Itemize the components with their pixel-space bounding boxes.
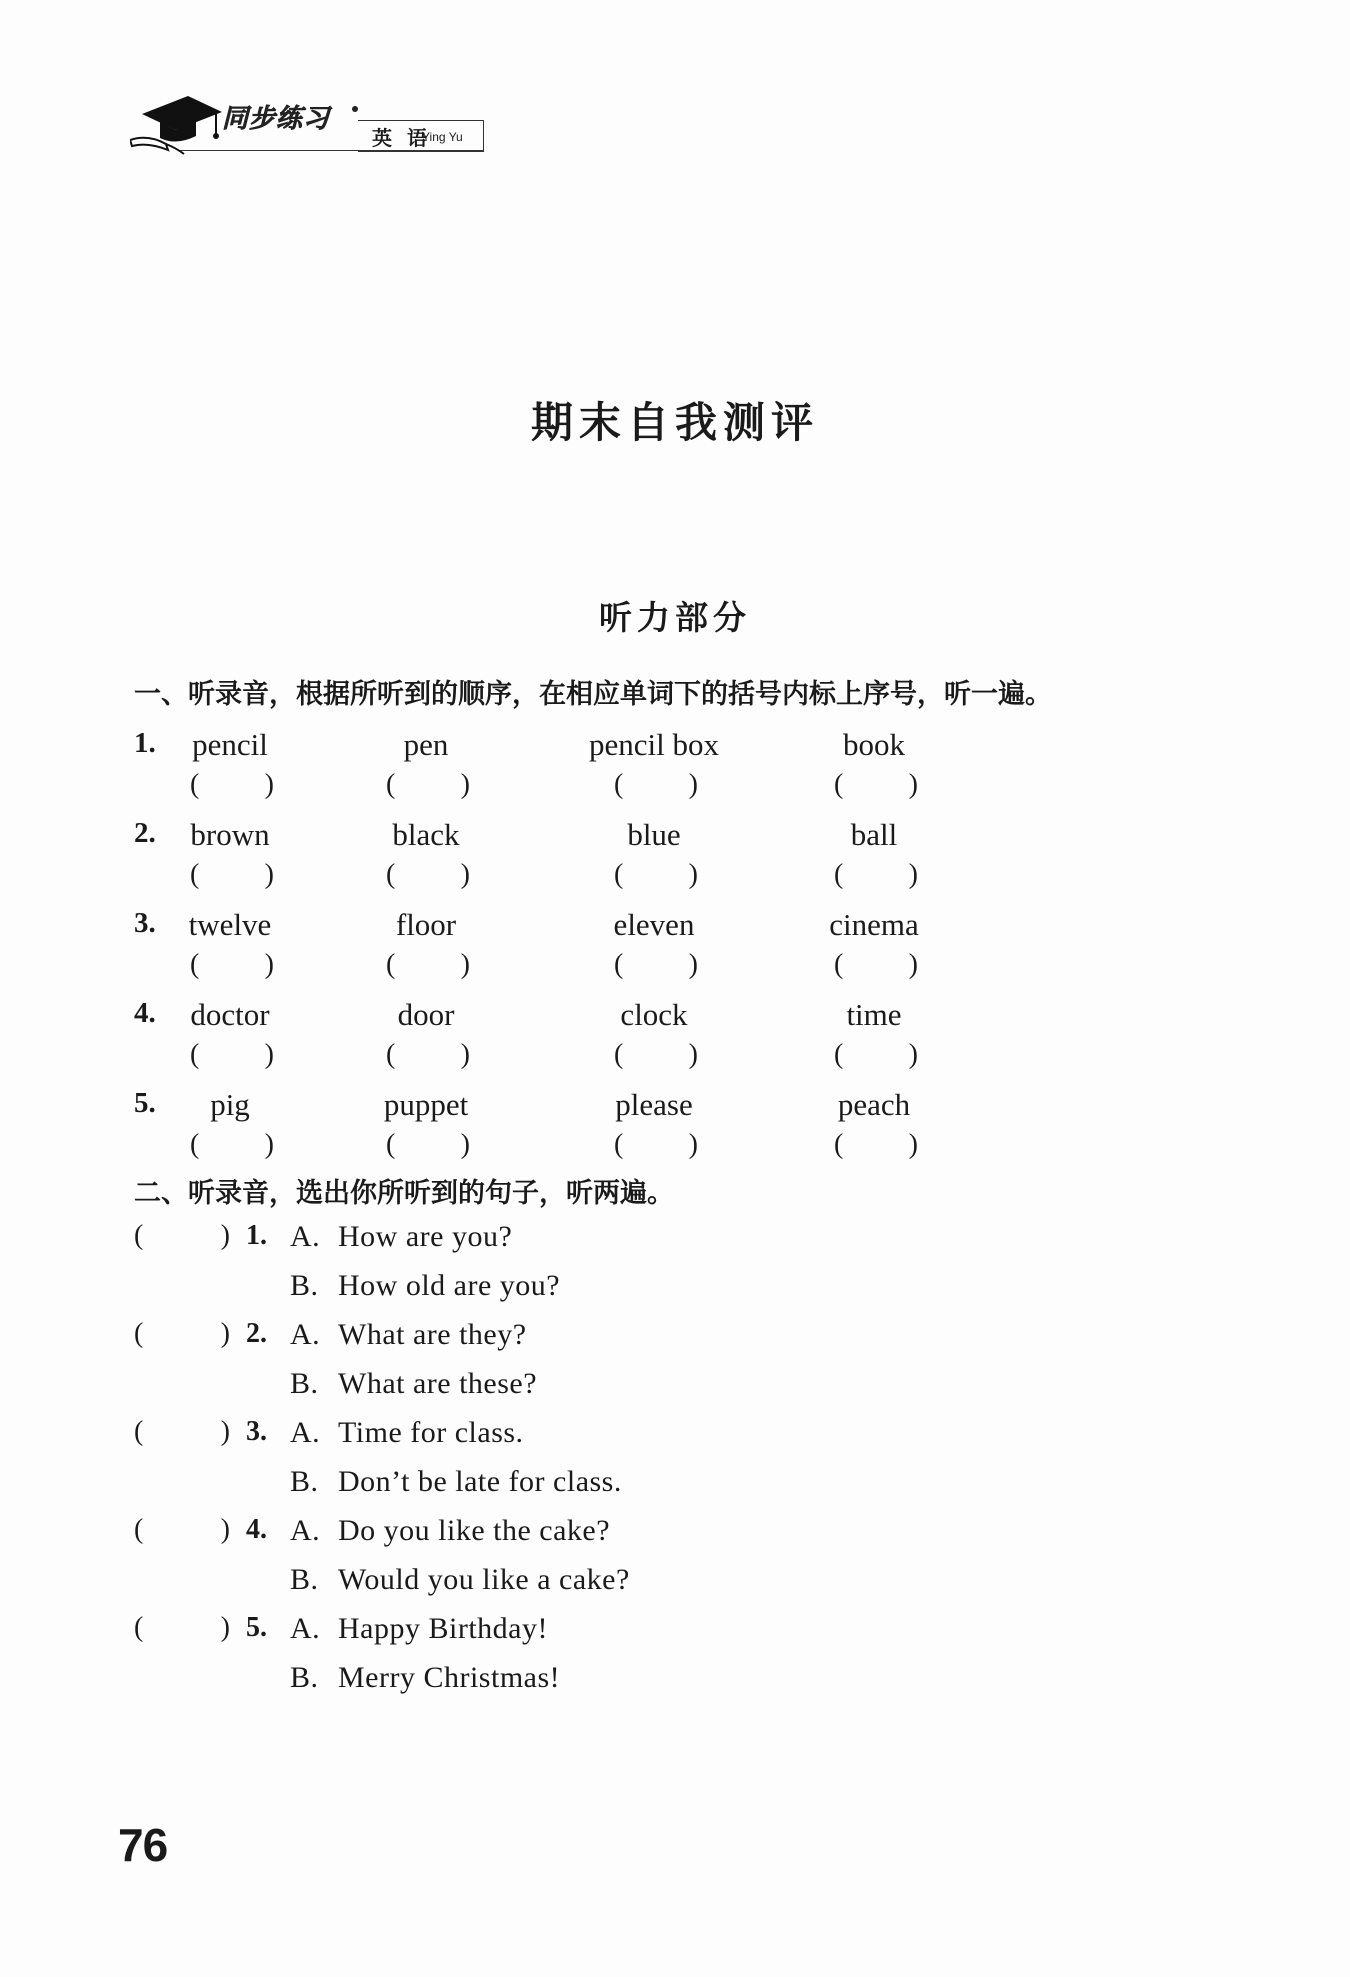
- answer-blank[interactable]: ( ): [614, 949, 698, 980]
- row-number: 3.: [134, 907, 156, 939]
- option-text: What are they?: [338, 1318, 527, 1351]
- option-text: Time for class.: [338, 1416, 524, 1449]
- word-row: [0, 1087, 1350, 1177]
- answer-blank[interactable]: ( ): [834, 1039, 918, 1070]
- option-letter: A.: [290, 1318, 321, 1351]
- series-title: 同步练习: [222, 104, 331, 134]
- option-text: Don’t be late for class.: [338, 1465, 622, 1498]
- option-a: [290, 1220, 512, 1254]
- word: time: [846, 997, 902, 1032]
- option-b: [290, 1465, 622, 1499]
- word: pig: [210, 1087, 250, 1122]
- word: floor: [395, 907, 457, 942]
- option-b: [290, 1563, 630, 1597]
- answer-blank[interactable]: ( ): [386, 949, 470, 980]
- answer-blank[interactable]: ( ): [190, 859, 274, 890]
- header-underline: [180, 150, 484, 151]
- answer-blank[interactable]: ( ): [190, 1039, 274, 1070]
- answer-blank[interactable]: ( ): [134, 1612, 230, 1643]
- question: [0, 1514, 1350, 1612]
- option-b: [290, 1367, 537, 1401]
- subject-en: Ying Yu: [422, 130, 463, 144]
- answer-blank[interactable]: ( ): [386, 1129, 470, 1160]
- option-letter: B.: [290, 1465, 319, 1498]
- word: pen: [403, 727, 449, 762]
- option-text: Happy Birthday!: [338, 1612, 548, 1645]
- answer-blank[interactable]: ( ): [134, 1416, 230, 1447]
- option-letter: B.: [290, 1367, 319, 1400]
- answer-blank[interactable]: ( ): [134, 1514, 230, 1545]
- option-text: How are you?: [338, 1220, 513, 1253]
- answer-blank[interactable]: ( ): [614, 769, 698, 800]
- answer-blank[interactable]: ( ): [386, 769, 470, 800]
- word: cinema: [829, 907, 919, 942]
- option-letter: B.: [290, 1661, 319, 1694]
- question-number: 4.: [246, 1514, 267, 1545]
- row-number: 4.: [134, 997, 156, 1029]
- word: pencil box: [589, 727, 719, 762]
- word: peach: [837, 1087, 911, 1122]
- header-badge: [130, 88, 490, 160]
- question-number: 2.: [246, 1318, 267, 1349]
- section-title: 听力部分: [599, 598, 751, 637]
- word: eleven: [613, 907, 695, 942]
- word: please: [615, 1087, 693, 1122]
- word: twelve: [188, 907, 272, 942]
- question: [0, 1416, 1350, 1514]
- page-number: 76: [118, 1819, 168, 1871]
- word: blue: [627, 817, 681, 852]
- option-a: [290, 1612, 548, 1646]
- answer-blank[interactable]: ( ): [190, 769, 274, 800]
- word: ball: [850, 817, 898, 852]
- option-letter: B.: [290, 1269, 319, 1302]
- answer-blank[interactable]: ( ): [190, 949, 274, 980]
- row-number: 2.: [134, 817, 156, 849]
- question-number: 5.: [246, 1612, 267, 1643]
- answer-blank[interactable]: ( ): [134, 1318, 230, 1349]
- header-dot: [352, 106, 358, 112]
- option-text: What are these?: [338, 1367, 538, 1400]
- word: brown: [190, 817, 270, 852]
- option-text: Would you like a cake?: [338, 1563, 630, 1596]
- question: [0, 1220, 1350, 1318]
- option-text: How old are you?: [338, 1269, 561, 1302]
- option-letter: A.: [290, 1220, 321, 1253]
- part1-instruction: 一、听录音，根据所听到的顺序，在相应单词下的括号内标上序号，听一遍。: [134, 679, 1052, 710]
- word: black: [392, 817, 460, 852]
- option-b: [290, 1269, 560, 1303]
- option-letter: A.: [290, 1612, 321, 1645]
- subject-cn: 英 语: [372, 126, 431, 150]
- question-number: 3.: [246, 1416, 267, 1447]
- option-letter: A.: [290, 1514, 321, 1547]
- option-text: Merry Christmas!: [338, 1661, 561, 1694]
- word-row: [0, 817, 1350, 907]
- option-text: Do you like the cake?: [338, 1514, 611, 1547]
- row-number: 1.: [134, 727, 156, 759]
- option-letter: B.: [290, 1563, 319, 1596]
- answer-blank[interactable]: ( ): [134, 1220, 230, 1251]
- answer-blank[interactable]: ( ): [834, 1129, 918, 1160]
- question-number: 1.: [246, 1220, 267, 1251]
- question: [0, 1612, 1350, 1710]
- answer-blank[interactable]: ( ): [614, 1129, 698, 1160]
- answer-blank[interactable]: ( ): [834, 769, 918, 800]
- option-b: [290, 1661, 560, 1695]
- option-a: [290, 1416, 524, 1450]
- option-a: [290, 1318, 527, 1352]
- word: book: [843, 727, 905, 762]
- answer-blank[interactable]: ( ): [614, 1039, 698, 1070]
- answer-blank[interactable]: ( ): [386, 859, 470, 890]
- question: [0, 1318, 1350, 1416]
- word-row: [0, 997, 1350, 1087]
- option-a: [290, 1514, 610, 1548]
- row-number: 5.: [134, 1087, 156, 1119]
- page-title: 期末自我测评: [530, 398, 819, 447]
- answer-blank[interactable]: ( ): [614, 859, 698, 890]
- answer-blank[interactable]: ( ): [834, 949, 918, 980]
- word: door: [397, 997, 455, 1032]
- word: doctor: [190, 997, 270, 1032]
- word: clock: [620, 997, 688, 1032]
- word: puppet: [383, 1087, 469, 1122]
- option-letter: A.: [290, 1416, 321, 1449]
- answer-blank[interactable]: ( ): [386, 1039, 470, 1070]
- word: pencil: [192, 727, 268, 762]
- word-row: [0, 727, 1350, 817]
- answer-blank[interactable]: ( ): [190, 1129, 274, 1160]
- answer-blank[interactable]: ( ): [834, 859, 918, 890]
- part2-instruction: 二、听录音，选出你所听到的句子，听两遍。: [134, 1178, 674, 1209]
- word-row: [0, 907, 1350, 997]
